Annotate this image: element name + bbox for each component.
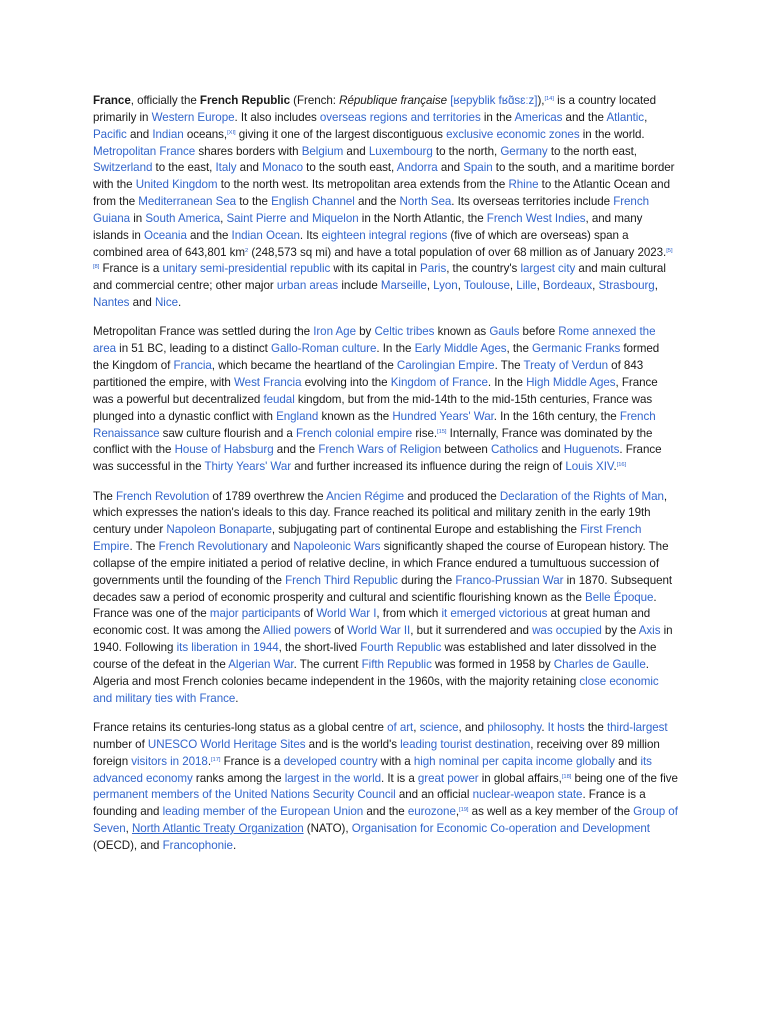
inline-link[interactable]: Algerian War	[228, 658, 294, 671]
inline-link[interactable]: Switzerland	[93, 161, 153, 175]
body-text: and further increased its influence during the reign of	[291, 460, 566, 474]
body-text: and the	[186, 228, 232, 242]
body-text: and is the world's	[305, 737, 401, 751]
body-text: ,	[536, 279, 543, 293]
inline-link[interactable]: Oceania	[144, 228, 187, 242]
body-text: and	[129, 296, 155, 310]
body-text: in the North Atlantic, the	[358, 211, 487, 225]
body-text: ,	[592, 279, 599, 293]
body-text: of	[331, 624, 348, 638]
inline-link[interactable]: developed country	[283, 754, 378, 768]
inline-link[interactable]: Marseille	[380, 279, 427, 293]
inline-link[interactable]: great power	[417, 771, 479, 785]
body-text: (NATO),	[303, 822, 352, 836]
inline-link[interactable]: its liberation in 1944	[176, 641, 279, 655]
body-text: in the	[480, 110, 515, 124]
inline-link[interactable]: Strasbourg	[598, 279, 655, 293]
inline-link[interactable]: English Channel	[271, 195, 355, 209]
paragraph-global-status	[93, 720, 678, 855]
body-text: the	[584, 721, 607, 735]
body-text: of	[300, 607, 317, 621]
body-text: kingdom, but from the mid-14th to the mid-15th centuries, France was plunged into a dynastic conflict with	[93, 392, 653, 423]
inline-link[interactable]: largest city	[520, 262, 576, 276]
body-text: known as	[434, 325, 490, 339]
inline-link[interactable]: permanent members of the United Nations Security Council	[93, 788, 396, 802]
body-text: , which expresses the nation's ideals to this day. France reached its political and military zenith in the early 19th century under	[93, 489, 668, 537]
inline-link[interactable]: Andorra	[396, 161, 438, 175]
inline-link[interactable]: England	[276, 409, 319, 423]
inline-link[interactable]: United Kingdom	[135, 178, 218, 192]
body-text: ,	[644, 110, 648, 124]
inline-link[interactable]: urban areas	[276, 279, 339, 293]
inline-link[interactable]: unitary semi-presidential republic	[162, 262, 331, 276]
body-text: before	[519, 325, 559, 339]
inline-link[interactable]: third-largest	[606, 721, 668, 735]
body-text: .	[207, 754, 211, 768]
inline-link[interactable]: French Revolutionary	[158, 540, 268, 554]
body-text: is a country located primarily in	[93, 94, 656, 124]
inline-link[interactable]: Pacific	[93, 127, 127, 141]
inline-link[interactable]: First French Empire	[93, 523, 642, 554]
body-text: and	[343, 144, 369, 158]
body-text: France is a	[99, 262, 163, 276]
inline-link[interactable]: Nantes	[93, 296, 130, 310]
inline-link[interactable]: Italy	[215, 161, 237, 175]
inline-link[interactable]: Germany	[500, 144, 548, 158]
paragraph-history-modern	[93, 489, 678, 708]
body-text: , receiving over 89 million foreign	[93, 737, 660, 768]
inline-link[interactable]: Fourth Republic	[360, 641, 442, 655]
body-text: significantly shaped the course of European history. The collapse of the empire initiated a period of relative decline, in which France endured a tumultuous succession of governments until the founding of the	[93, 540, 669, 587]
inline-link[interactable]: eurozone	[407, 805, 456, 819]
body-text: , and many islands in	[93, 211, 643, 242]
inline-link[interactable]: high nominal per capita income globally	[413, 754, 615, 768]
body-text: to the east,	[152, 161, 216, 175]
body-text: was established and later dissolved in the course of the defeat in the	[93, 641, 657, 671]
body-text: ,	[455, 805, 460, 819]
inline-link[interactable]: overseas regions and territories	[319, 110, 481, 124]
inline-link[interactable]: Paris	[420, 262, 447, 276]
body-text: .	[232, 838, 237, 852]
body-text: ,	[654, 279, 658, 293]
footnote-ref[interactable]: [17]	[210, 756, 221, 763]
inline-link[interactable]: Monaco	[262, 161, 304, 175]
body-text: and the	[354, 195, 400, 209]
body-text: . France was one of the	[93, 590, 657, 621]
paragraph-intro	[93, 93, 678, 312]
inline-link[interactable]: Bordeaux	[542, 279, 593, 293]
body-text: between	[441, 443, 491, 457]
body-text: and	[267, 540, 294, 554]
body-text: by the	[601, 624, 639, 638]
body-text: by	[355, 325, 375, 339]
inline-link[interactable]: Ancien Régime	[326, 489, 405, 503]
body-text: in	[130, 211, 146, 225]
body-text: . In the	[487, 376, 527, 389]
inline-link[interactable]: leading tourist destination	[400, 737, 531, 751]
inline-link[interactable]: Rome annexed the area	[93, 325, 656, 356]
body-text: as well as a key member of the	[468, 805, 634, 819]
body-text: in 51 BC, leading to a distinct	[116, 342, 271, 356]
inline-link[interactable]: exclusive economic zones	[446, 127, 580, 141]
footnote-ref[interactable]: [19]	[459, 807, 469, 814]
body-text: and the	[562, 110, 607, 124]
body-text: saw culture flourish and a	[159, 426, 296, 440]
inline-link[interactable]: Francia	[173, 359, 212, 373]
inline-link[interactable]: Catholics	[490, 443, 539, 457]
footnote-ref[interactable]: [15]	[437, 428, 447, 435]
body-text: ),	[537, 94, 545, 107]
body-text: . The	[494, 359, 524, 373]
body-text: ranks among the	[192, 771, 285, 785]
body-text: , and	[458, 721, 488, 735]
inline-link[interactable]: Huguenots	[563, 443, 620, 457]
inline-link[interactable]: South America	[145, 211, 221, 225]
inline-link[interactable]: its advanced economy	[93, 754, 652, 785]
inline-link[interactable]: visitors in 2018	[131, 754, 208, 768]
inline-link[interactable]: Organisation for Economic Co-operation and Development	[351, 822, 650, 836]
body-text: to the	[236, 195, 272, 209]
inline-link[interactable]: Lyon	[433, 279, 458, 293]
inline-link[interactable]: eighteen integral regions	[321, 228, 448, 242]
body-text: of 1789 overthrew the	[209, 489, 327, 503]
inline-link[interactable]: [ʁepyblik fʁɑ̃sɛːz]	[450, 94, 538, 107]
body-text: and	[538, 443, 564, 457]
inline-link[interactable]: Francophonie	[162, 838, 233, 852]
body-text: and	[126, 127, 153, 141]
inline-link[interactable]: Belle Époque	[585, 590, 654, 604]
body-text: , officially the	[130, 94, 200, 107]
body-text: with its capital in	[330, 262, 421, 276]
body-text: ,	[413, 721, 420, 735]
inline-link[interactable]: Americas	[514, 110, 563, 124]
body-text: . In the 16th century, the	[493, 409, 620, 423]
inline-link[interactable]: Kingdom of France	[390, 376, 488, 389]
inline-link[interactable]: French Wars of Religion	[318, 443, 442, 457]
inline-link[interactable]: it emerged victorious	[441, 607, 548, 621]
inline-link[interactable]: Napoleonic Wars	[293, 540, 381, 554]
inline-link[interactable]: Celtic tribes	[374, 325, 435, 339]
inline-link[interactable]: Napoleon Bonaparte	[166, 523, 272, 537]
footnote-ref[interactable]: [16]	[616, 462, 627, 469]
body-text: ,	[125, 822, 132, 836]
body-text: (OECD), and	[93, 838, 163, 852]
body-text: , subjugating part of continental Europe and establishing the	[271, 523, 581, 537]
body-text: to the north east,	[547, 144, 637, 158]
inline-link[interactable]: Allied powers	[262, 624, 332, 638]
body-text: France retains its centuries-long status as a global centre	[93, 721, 388, 735]
body-text: to the north,	[432, 144, 501, 158]
inline-link[interactable]: House of Habsburg	[174, 443, 274, 457]
inline-link[interactable]: Franco-Prussian War	[455, 573, 564, 587]
body-text: , which became the heartland of the	[211, 359, 397, 373]
inline-link[interactable]: Mediterranean Sea	[138, 195, 237, 209]
body-text: of 843 partitioned the empire, with	[93, 359, 644, 389]
bold-term: French Republic	[199, 94, 291, 107]
inline-link[interactable]: was occupied	[532, 624, 602, 638]
body-text: giving it one of the largest discontiguous	[235, 127, 447, 141]
inline-link[interactable]: Nice	[154, 296, 178, 310]
body-text: . In the	[376, 342, 415, 356]
inline-link[interactable]: close economic and military ties with France	[93, 674, 659, 705]
inline-link[interactable]: nuclear-weapon state	[472, 788, 583, 802]
body-text: rise.	[412, 426, 438, 440]
body-text: in the world.	[579, 127, 645, 141]
inline-link[interactable]: Metropolitan France	[93, 144, 196, 158]
body-text: . It is a	[381, 771, 418, 785]
body-text: .	[613, 460, 617, 474]
inline-link[interactable]: World War II	[347, 624, 411, 638]
body-text: and an official	[395, 788, 473, 802]
inline-link[interactable]: Luxembourg	[368, 144, 433, 158]
footnote-ref[interactable]: [5][8]	[93, 247, 673, 271]
inline-link[interactable]: Axis	[638, 624, 661, 638]
body-text: oceans,	[183, 127, 228, 141]
footnote-ref[interactable]: 2	[245, 247, 249, 254]
body-text: number of	[93, 737, 148, 751]
italic-term: République française	[339, 94, 448, 107]
body-text: in 1940. Following	[93, 624, 673, 655]
inline-link[interactable]: Hundred Years' War	[392, 409, 494, 423]
body-text: shares borders with	[195, 144, 302, 158]
inline-link[interactable]: Group of Seven	[93, 805, 678, 836]
inline-link[interactable]: French colonial empire	[296, 426, 413, 440]
inline-link[interactable]: Saint Pierre and Miquelon	[226, 211, 359, 225]
body-text: and the	[273, 443, 319, 457]
body-text: , but it surrendered and	[410, 624, 533, 638]
inline-link[interactable]: Gauls	[489, 325, 520, 339]
body-text: .	[177, 296, 182, 310]
body-text: with a	[377, 754, 414, 768]
body-text: The	[93, 489, 116, 503]
inline-link[interactable]: Early Middle Ages	[414, 342, 507, 356]
inline-link[interactable]: Lille	[516, 279, 537, 293]
body-text: . Its	[299, 228, 322, 242]
inline-link[interactable]: Spain	[463, 161, 493, 175]
body-text: .	[541, 721, 548, 735]
inline-link[interactable]: Declaration of the Rights of Man	[499, 489, 664, 503]
body-text: and main cultural and commercial centre; other major	[93, 262, 666, 293]
body-text: in global affairs,	[478, 771, 562, 785]
body-text: evolving into the	[301, 376, 391, 389]
inline-link[interactable]: of art	[387, 721, 414, 735]
body-text: (French:	[290, 94, 340, 107]
inline-link[interactable]: Charles de Gaulle	[553, 658, 646, 671]
inline-link[interactable]: Louis XIV	[565, 460, 614, 474]
body-text: (five of which are overseas) span a combined area of 643,801 km	[93, 228, 629, 259]
inline-link[interactable]: major participants	[209, 607, 301, 621]
inline-link[interactable]: science	[419, 721, 459, 735]
body-text: at great human and economic cost. It was among the	[93, 607, 651, 638]
body-text: being one of the five	[571, 771, 678, 785]
body-text: to the south east,	[303, 161, 397, 175]
footnote-ref[interactable]: [14]	[544, 96, 554, 102]
inline-link[interactable]: Atlantic	[606, 110, 645, 124]
body-text: Internally, France was dominated by the conflict with the	[93, 426, 653, 457]
inline-link[interactable]: Treaty of Verdun	[523, 359, 609, 373]
article-body	[93, 93, 678, 867]
inline-link[interactable]: West Francia	[233, 376, 302, 389]
body-text: . It also includes	[234, 110, 320, 124]
inline-link[interactable]: UNESCO World Heritage Sites	[147, 737, 306, 751]
body-text: ,	[457, 279, 464, 293]
body-text: and	[236, 161, 263, 175]
body-text: to the south, and a maritime border with the	[93, 161, 675, 192]
body-text: and	[614, 754, 641, 768]
body-text: Metropolitan France was settled during the	[93, 325, 314, 339]
inline-link[interactable]: Belgium	[301, 144, 344, 158]
inline-link[interactable]: Rhine	[508, 178, 539, 192]
inline-link[interactable]: Indian Ocean	[231, 228, 300, 242]
inline-link[interactable]: leading member of the European Union	[162, 805, 364, 819]
body-text: , the short-lived	[278, 641, 361, 655]
body-text: include	[338, 279, 381, 293]
inline-link[interactable]: Fifth Republic	[361, 658, 432, 671]
body-text: and	[437, 161, 464, 175]
inline-link[interactable]: Toulouse	[463, 279, 510, 293]
body-text: ,	[220, 211, 227, 225]
inline-link[interactable]: Carolingian Empire	[396, 359, 495, 373]
footnote-ref[interactable]: [18]	[561, 773, 572, 780]
inline-link[interactable]: Germanic Franks	[532, 342, 621, 356]
body-text: .	[235, 691, 239, 705]
body-text: to the Atlantic Ocean and from the	[93, 178, 670, 209]
inline-link[interactable]: World War I	[316, 607, 377, 621]
body-text: formed the Kingdom of	[93, 342, 660, 373]
body-text: . France was successful in the	[93, 443, 662, 474]
inline-link[interactable]: French Renaissance	[93, 409, 656, 440]
inline-link[interactable]: North Sea	[399, 195, 452, 209]
inline-link[interactable]: French Third Republic	[285, 573, 398, 587]
body-text: , from which	[376, 607, 442, 621]
inline-link[interactable]: Thirty Years' War	[204, 460, 292, 474]
inline-link[interactable]: philosophy	[487, 721, 542, 735]
inline-link[interactable]: North Atlantic Treaty Organization	[131, 822, 304, 836]
body-text: (248,573 sq mi) and have a total population of over 68 million as of January 2023.	[248, 245, 667, 259]
inline-link[interactable]: High Middle Ages	[526, 376, 616, 389]
body-text: , France was a powerful but decentralized	[93, 376, 658, 406]
body-text: , the country's	[446, 262, 521, 276]
inline-link[interactable]: It hosts	[547, 721, 585, 735]
bold-term: France	[93, 94, 131, 107]
body-text: , the	[506, 342, 533, 356]
body-text: and produced the	[404, 489, 500, 503]
inline-link[interactable]: French West Indies	[486, 211, 586, 225]
body-text: to the north west. Its metropolitan area extends from the	[217, 178, 509, 192]
inline-link[interactable]: feudal	[263, 392, 295, 406]
inline-link[interactable]: largest in the world	[284, 771, 382, 785]
body-text: . The	[129, 540, 159, 554]
body-text: France is a	[220, 754, 284, 768]
body-text: ,	[426, 279, 434, 293]
body-text: . The current	[293, 658, 362, 671]
body-text: during the	[397, 573, 456, 587]
body-text: was formed in 1958 by	[431, 658, 554, 671]
body-text: . France is a founding and	[93, 788, 646, 819]
paragraph-history-early	[93, 324, 678, 476]
inline-link[interactable]: Indian	[152, 127, 184, 141]
body-text: . Its overseas territories include	[451, 195, 614, 209]
body-text: ,	[509, 279, 517, 293]
inline-link[interactable]: French Revolution	[116, 489, 210, 503]
body-text: in 1870. Subsequent decades saw a period of economic prosperity and cultural and scientific flourishing known as the	[93, 573, 673, 604]
inline-link[interactable]: Iron Age	[313, 325, 356, 339]
body-text: known as the	[318, 409, 393, 423]
footnote-ref[interactable]: [XI]	[227, 129, 236, 136]
body-text: . Algeria and most French colonies became independent in the 1960s, with the majority retaining	[93, 658, 649, 688]
inline-link[interactable]: Gallo-Roman culture	[270, 342, 377, 356]
inline-link[interactable]: French Guiana	[93, 195, 649, 225]
body-text: and the	[363, 805, 408, 819]
inline-link[interactable]: Western Europe	[151, 110, 235, 124]
